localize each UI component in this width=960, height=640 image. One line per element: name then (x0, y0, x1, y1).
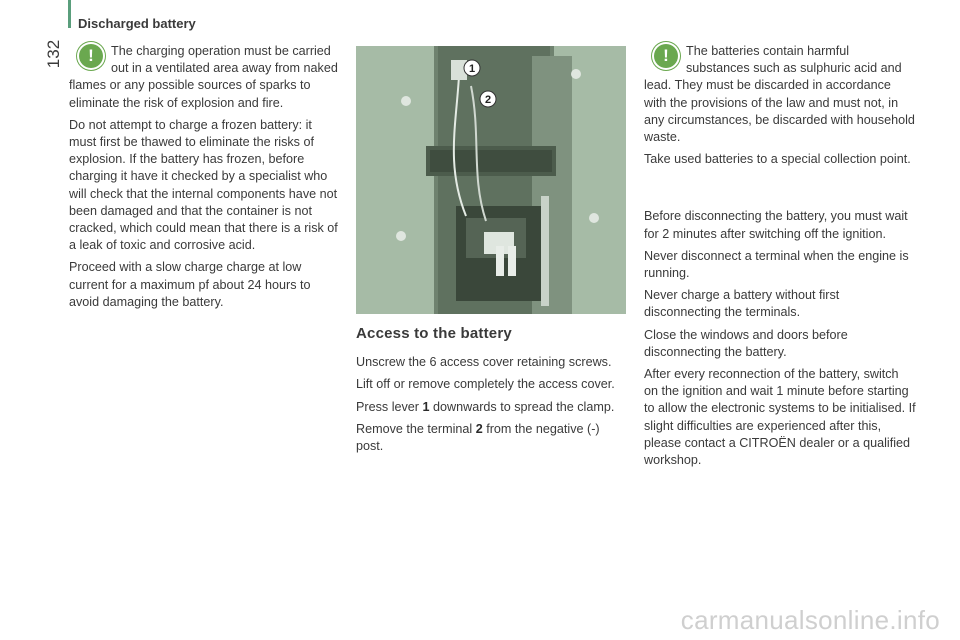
svg-text:1: 1 (468, 63, 476, 75)
svg-text:2: 2 (484, 94, 492, 106)
page-number: 132 (44, 39, 63, 69)
warning-icon: ! (79, 44, 103, 68)
page-title: Discharged battery (78, 16, 196, 31)
section-title-access-battery: Access to the battery (356, 325, 512, 342)
column-left (69, 43, 341, 316)
warning-icon: ! (654, 44, 678, 68)
column-middle (356, 325, 628, 460)
paragraph-engine-running: Never disconnect a terminal when the engine is running. (644, 248, 909, 281)
warning-text: The batteries contain harmful substances such as sulphuric acid and lead. They must be discarded in accordance with the provisions of the law and must not, in any circumstances, be discarded with household waste. (644, 44, 915, 145)
callout-2 (480, 91, 496, 107)
paragraph-reconnection: After every reconnection of the battery, switch on the ignition and wait 1 minute before starting to allow the electronic systems to be initialised. If slight difficulties are experienced after this, please contact a CITROËN dealer or a qualified workshop. (644, 367, 916, 468)
paragraph-close-windows: Close the windows and doors before disconnecting the battery. (644, 327, 848, 359)
column-right (644, 43, 916, 474)
paragraph-press-lever: Press lever 1 downwards to spread the clamp. (356, 399, 615, 414)
paragraph-remove-terminal: Remove the terminal 2 from the negative (-) post. (356, 421, 600, 454)
header-accent-bar (68, 0, 71, 28)
watermark: carmanualsonline.info (680, 605, 940, 635)
paragraph-wait-2-minutes: Before disconnecting the battery, you must wait for 2 minutes after switching off the ignition. (644, 209, 908, 241)
paragraph-lift-off: Lift off or remove completely the access cover. (356, 377, 615, 392)
paragraph-never-charge: Never charge a battery without first disconnecting the terminals. (644, 288, 840, 320)
battery-photo (356, 46, 626, 314)
paragraph-collection-point: Take used batteries to a special collection point. (644, 152, 911, 167)
paragraph-frozen-battery: Do not attempt to charge a frozen battery: it must first be thawed to eliminate the risks of explosion. If the battery has frozen, before charging it have it checked by a specialist who will check that the internal components have not been damaged and that the container is not cracked, which could mean that there is a risk of a leak of toxic and corrosive acid. (69, 117, 338, 253)
battery-illustration (356, 46, 626, 314)
paragraph-unscrew: Unscrew the 6 access cover retaining screws. (356, 355, 612, 370)
warning-block-disposal (644, 43, 916, 146)
warning-text: The charging operation must be carried out in a ventilated area away from naked flames or any possible sources of sparks to eliminate the risk of explosion and fire. (69, 44, 338, 110)
callout-1 (464, 60, 480, 76)
warning-block-charging (69, 43, 341, 112)
paragraph-slow-charge: Proceed with a slow charge charge at low current for a maximum pf about 24 hours to avoid damaging the battery. (69, 260, 311, 309)
